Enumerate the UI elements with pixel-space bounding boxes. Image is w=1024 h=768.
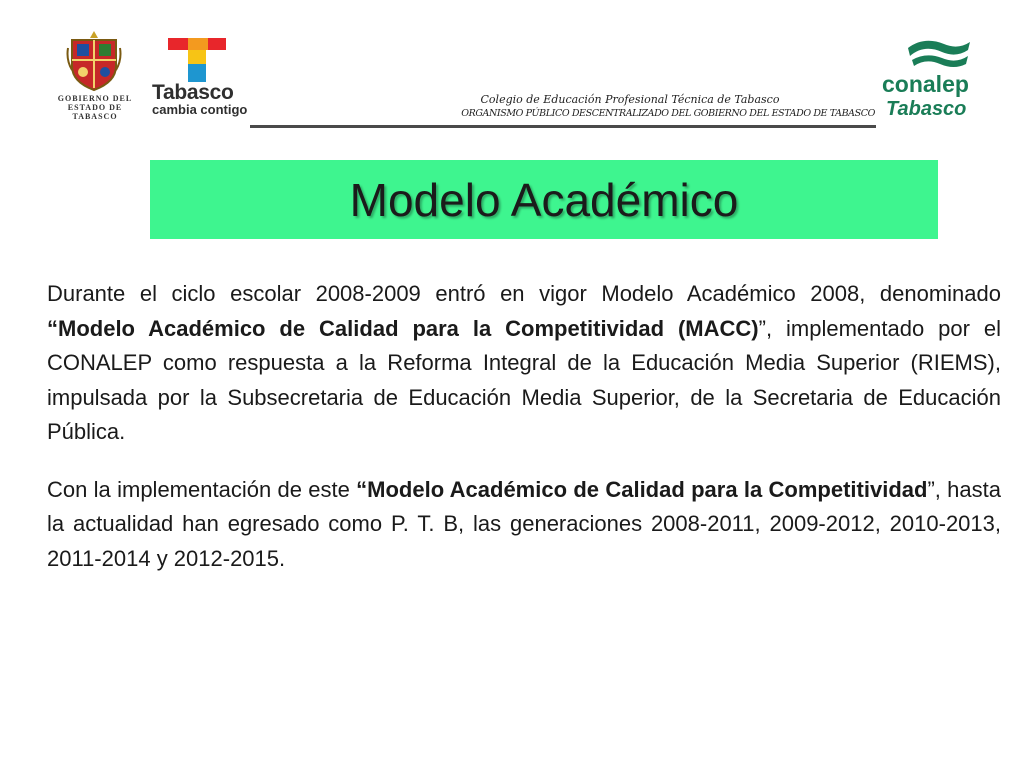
gov-logo-line: TABASCO [72, 112, 118, 121]
paragraph-text: ”, implementado por el CONALEP como respuesta a la Reforma Integral de la Educación Media Superior (RIEMS), impulsada por la Subsecretaria de Educación Media Superior, de la Secretaria de Educación Pública. [47, 315, 1001, 444]
gov-logo-text [50, 94, 140, 121]
paragraph-text: Durante el ciclo escolar 2008-2009 entró en vigor Modelo Académico 2008, denominado [47, 281, 1001, 306]
conalep-tabasco-logo [878, 38, 1008, 128]
gov-logo-line: ESTADO DE [67, 103, 123, 112]
gov-logo-line: GOBIERNO DEL [57, 94, 133, 103]
coat-of-arms-icon [66, 30, 122, 92]
conalep-logo-state: Tabasco [886, 98, 967, 120]
body-text [47, 277, 1001, 576]
college-title: Colegio de Educación Profesional Técnica de Tabasco [480, 93, 780, 106]
tabasco-t-icon [168, 36, 226, 84]
title-banner [150, 160, 938, 239]
paragraph-bold-text: “Modelo Académico de Calidad para la Competitividad [356, 476, 928, 502]
tabasco-logo-name: Tabasco [152, 81, 234, 104]
college-subtitle: ORGANISMO PÚBLICO DESCENTRALIZADO DEL GOBIERNO DEL ESTADO DE TABASCO [461, 108, 875, 119]
gobierno-tabasco-logo [50, 30, 140, 122]
paragraph [47, 473, 1001, 577]
paragraph-text: ”, hasta la actualidad han egresado como P. T. B, las generaciones 2008-2011, 2009-2012, 2010-2013, 2011-2014 y 2012-2015. [47, 476, 1002, 571]
paragraph [47, 277, 1001, 450]
paragraph-bold-text: “Modelo Académico de Calidad para la Competitividad (MACC) [47, 315, 759, 341]
tabasco-cambia-contigo-logo [148, 36, 248, 116]
conalep-mark-icon [904, 38, 974, 68]
conalep-logo-name: conalep [882, 71, 969, 97]
tabasco-logo-slogan: cambia contigo [152, 102, 248, 117]
page-title: Modelo Académico [349, 173, 739, 226]
header-divider [250, 125, 876, 128]
paragraph-text: Con la implementación de este [47, 476, 357, 502]
